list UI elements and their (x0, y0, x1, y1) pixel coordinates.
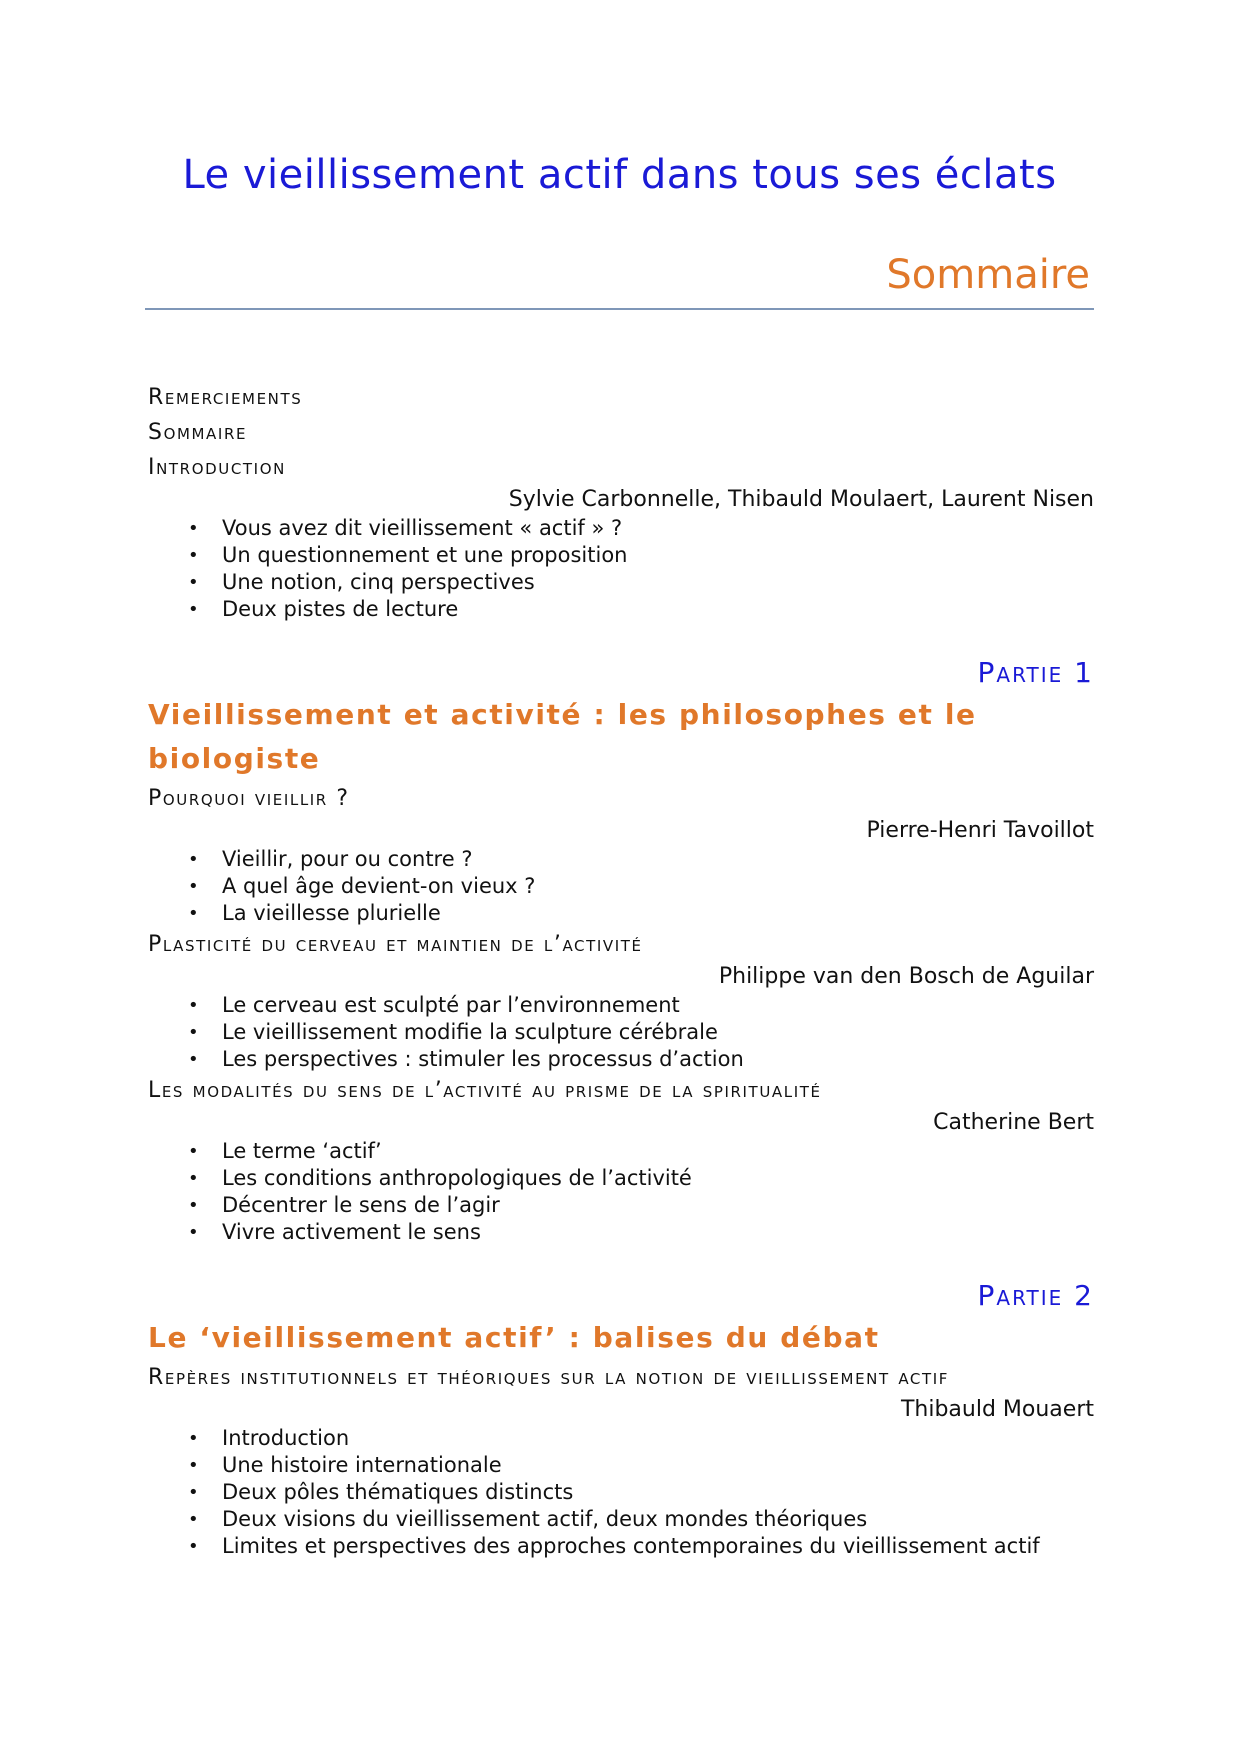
list-item (148, 1046, 1094, 1073)
part-1-title[interactable]: Vieillissement et activité : les philosophes et le biologiste (148, 698, 977, 775)
list-item (148, 1533, 1094, 1560)
list-item (148, 846, 1094, 873)
bullet-icon: • (188, 518, 199, 539)
list-item-text: Vivre activement le sens (222, 1220, 481, 1244)
bullet-icon: • (188, 1141, 199, 1162)
list-item (148, 1138, 1094, 1165)
list-item (148, 1192, 1094, 1219)
bullet-icon: • (188, 1509, 199, 1530)
bullet-icon: • (188, 572, 199, 593)
intro-bullet-list (148, 515, 1094, 623)
list-item-text: Vous avez dit vieillissement « actif » ? (222, 516, 623, 540)
list-item-text: Limites et perspectives des approches contemporaines du vieillissement actif (222, 1534, 1040, 1558)
chapter-bullet-list (148, 1425, 1094, 1560)
list-item-text: Deux visions du vieillissement actif, deux mondes théoriques (222, 1507, 868, 1531)
list-item-text: Les conditions anthropologiques de l’activité (222, 1166, 692, 1190)
toc-entry-introduction[interactable]: Introduction (148, 455, 286, 480)
list-item-text: Un questionnement et une proposition (222, 543, 628, 567)
bullet-icon: • (188, 545, 199, 566)
chapter-1-3 (148, 1073, 1094, 1246)
chapter-title[interactable]: Les modalités du sens de l’activité au prisme de la spiritualité (148, 1078, 822, 1103)
front-matter (148, 380, 1094, 623)
bullet-icon: • (188, 1195, 199, 1216)
intro-author: Sylvie Carbonnelle, Thibauld Moulaert, Laurent Nisen (508, 487, 1094, 512)
bullet-icon: • (188, 1022, 199, 1043)
list-item (148, 1479, 1094, 1506)
part-2-label: Partie 2 (977, 1279, 1094, 1312)
list-item-text: Le cerveau est sculpté par l’environnement (222, 993, 680, 1017)
list-item (148, 992, 1094, 1019)
chapter-1-2 (148, 927, 1094, 1073)
list-item-text: Vieillir, pour ou contre ? (222, 847, 473, 871)
list-item-text: Deux pistes de lecture (222, 597, 459, 621)
table-of-contents (148, 380, 1094, 1560)
list-item (148, 873, 1094, 900)
bullet-icon: • (188, 995, 199, 1016)
document-title: Le vieillissement actif dans tous ses éclats (182, 152, 1057, 198)
list-item (148, 1452, 1094, 1479)
list-item (148, 1165, 1094, 1192)
list-item (148, 569, 1094, 596)
bullet-icon: • (188, 1049, 199, 1070)
bullet-icon: • (188, 1428, 199, 1449)
list-item-text: Le terme ‘actif’ (222, 1139, 382, 1163)
bullet-icon: • (188, 1536, 199, 1557)
bullet-icon: • (188, 903, 199, 924)
part-1-label: Partie 1 (977, 656, 1094, 689)
bullet-icon: • (188, 1222, 199, 1243)
bullet-icon: • (188, 1482, 199, 1503)
bullet-icon: • (188, 1168, 199, 1189)
chapter-author: Philippe van den Bosch de Aguilar (718, 964, 1094, 989)
sommaire-heading: Sommaire (886, 252, 1090, 298)
chapter-bullet-list (148, 846, 1094, 927)
list-item-text: Une notion, cinq perspectives (222, 570, 535, 594)
part-2 (148, 1276, 1094, 1560)
chapter-author: Catherine Bert (933, 1110, 1094, 1135)
toc-entry-sommaire[interactable]: Sommaire (148, 420, 248, 445)
list-item-text: Les perspectives : stimuler les processus d’action (222, 1047, 744, 1071)
list-item-text: A quel âge devient-on vieux ? (222, 874, 536, 898)
heading-rule (145, 308, 1094, 310)
chapter-bullet-list (148, 1138, 1094, 1246)
bullet-icon: • (188, 876, 199, 897)
list-item (148, 542, 1094, 569)
chapter-2-1 (148, 1360, 1094, 1560)
chapter-author: Pierre-Henri Tavoillot (866, 818, 1094, 843)
list-item-text: Deux pôles thématiques distincts (222, 1480, 574, 1504)
list-item (148, 515, 1094, 542)
chapter-title[interactable]: Repères institutionnels et théoriques sur la notion de vieillissement actif (148, 1365, 950, 1390)
bullet-icon: • (188, 1455, 199, 1476)
list-item (148, 1019, 1094, 1046)
bullet-icon: • (188, 599, 199, 620)
list-item-text: Le vieillissement modifie la sculpture cérébrale (222, 1020, 718, 1044)
bullet-icon: • (188, 849, 199, 870)
list-item (148, 900, 1094, 927)
chapter-bullet-list (148, 992, 1094, 1073)
part-2-title[interactable]: Le ‘vieillissement actif’ : balises du débat (148, 1321, 880, 1354)
chapter-title[interactable]: Plasticité du cerveau et maintien de l’activité (148, 932, 643, 957)
chapter-title[interactable]: Pourquoi vieillir ? (148, 786, 350, 811)
chapter-1-1 (148, 781, 1094, 927)
list-item-text: La vieillesse plurielle (222, 901, 441, 925)
list-item (148, 1425, 1094, 1452)
list-item (148, 1219, 1094, 1246)
chapter-author: Thibauld Mouaert (900, 1397, 1094, 1422)
list-item-text: Une histoire internationale (222, 1453, 502, 1477)
list-item (148, 1506, 1094, 1533)
part-1 (148, 653, 1094, 1246)
list-item-text: Décentrer le sens de l’agir (222, 1193, 500, 1217)
toc-entry-remerciements[interactable]: Remerciements (148, 385, 303, 410)
list-item (148, 596, 1094, 623)
list-item-text: Introduction (222, 1426, 350, 1450)
